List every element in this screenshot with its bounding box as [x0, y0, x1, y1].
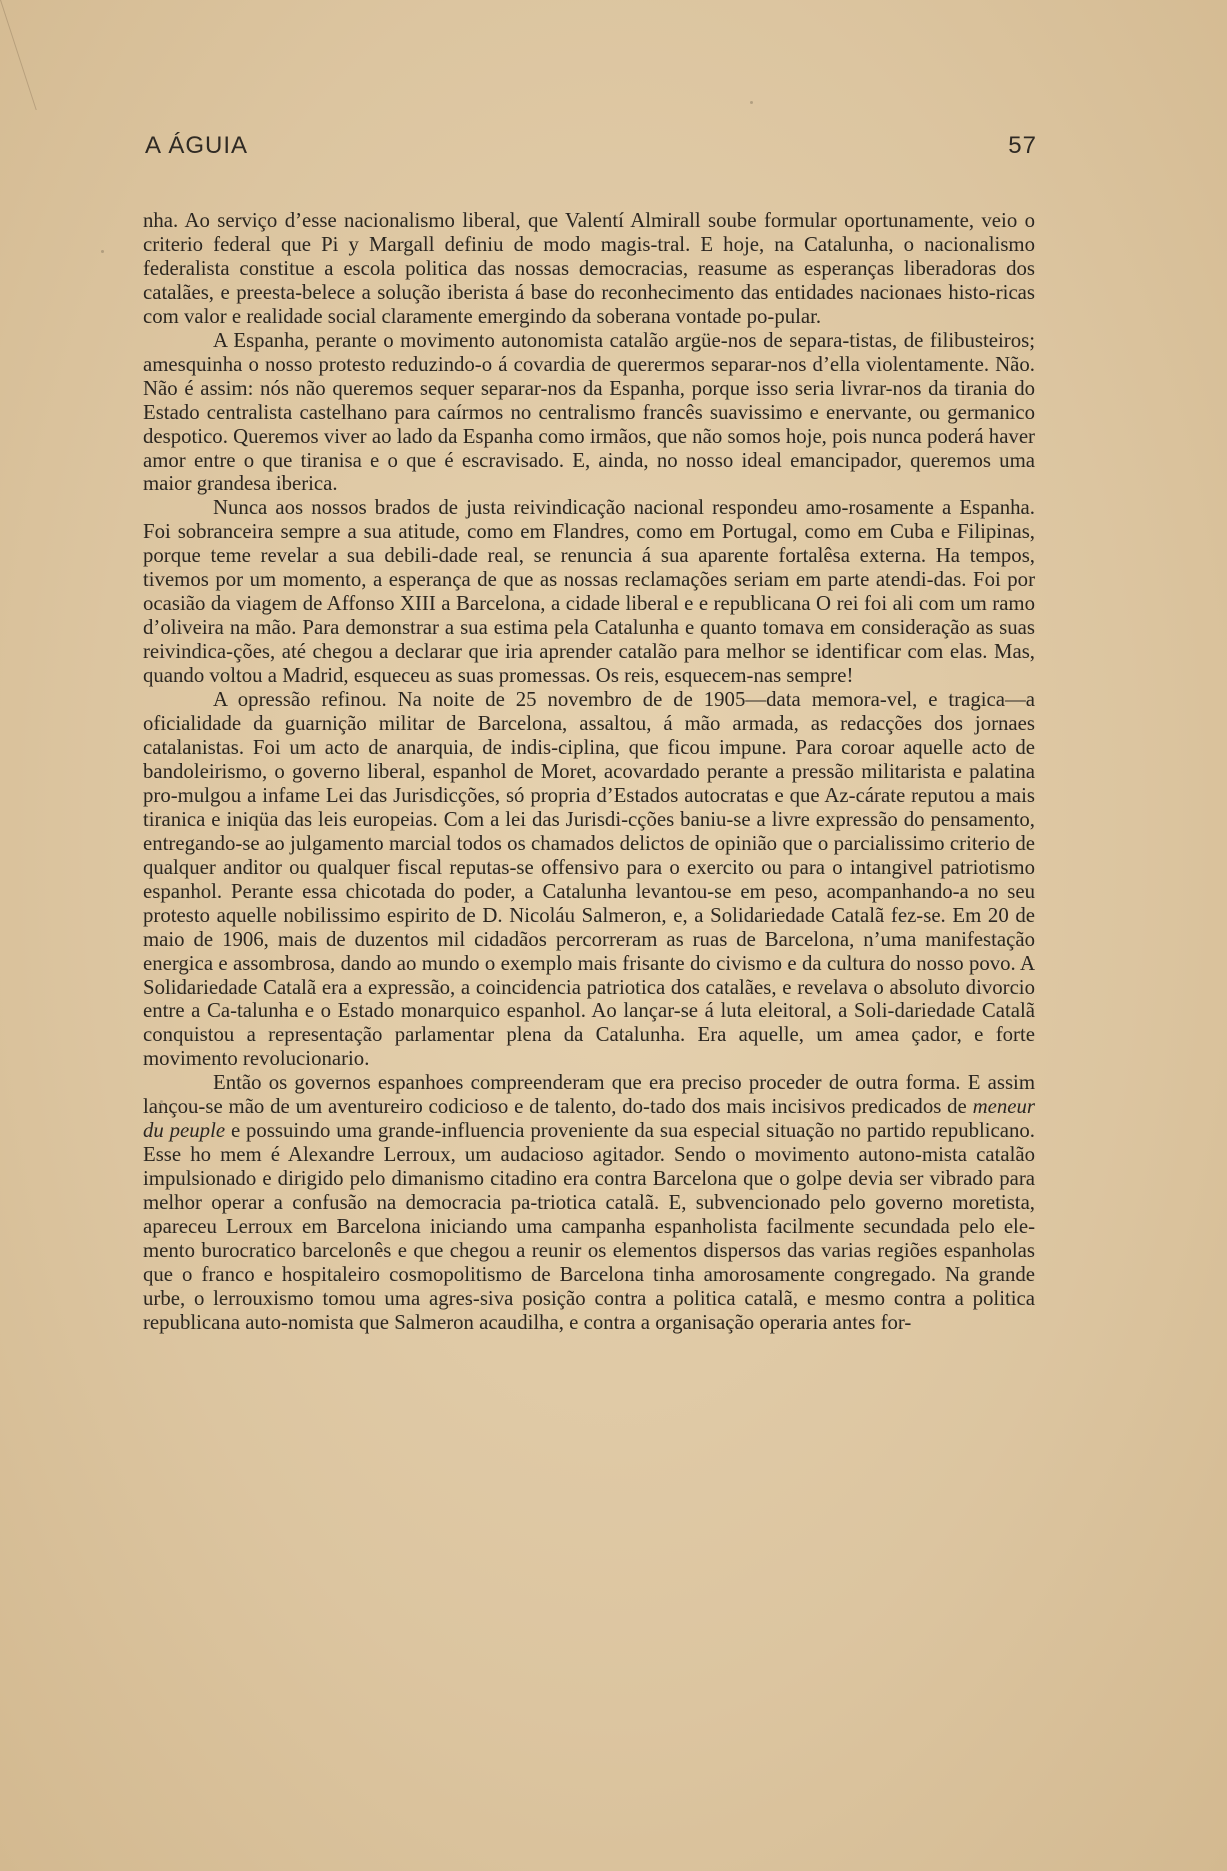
paragraph: nha. Ao serviço d’esse nacionalismo liberal, que Valentí Almirall soube formular oportunamente, veio o criterio federal que Pi y Margall definiu de modo magis-tral. E hoje, na Catalunha, o nacionalismo federalista constitue a escola politica das nossas democracias, reasume as esperanças liberadoras dos catalães, e preesta-belece a solução iberista á base do reconhecimento das entidades nacionaes histo-ricas com valor e realidade social claramente emergindo da soberana vontade po-pular.	[143, 209, 1035, 328]
paper-speck	[750, 101, 753, 104]
page-number: 57	[1008, 132, 1037, 159]
paragraph: Nunca aos nossos brados de justa reivindicação nacional respondeu amo-rosamente a Espanha. Foi sobranceira sempre a sua atitude, como em Flandres, como em Portugal, como em Cuba e Filipinas, porque teme revelar a sua debili-dade real, se renuncia á sua aparente fortalêsa externa. Ha tempos, tivemos por um momento, a esperança de que as nossas reclamações seriam em parte atendi-das. Foi por ocasião da viagem de Affonso XIII a Barcelona, a cidade liberal e e republicana O rei foi ali com um ramo d’oliveira na mão. Para demonstrar a sua estima pela Catalunha e quanto tomava em consideração as suas reivindica-ções, até chegou a declarar que iria aprender catalão para melhor se identificar com elas. Mas, quando voltou a Madrid, esqueceu as suas promessas. Os reis, esquecem-nas sempre!	[143, 496, 1035, 688]
journal-title: A ÁGUIA	[145, 132, 249, 159]
italic-phrase: meneur du peuple	[143, 1095, 1035, 1143]
paragraph-text: e possuindo uma grande-influencia proveniente da sua especial situação no partido republicano. Esse ho mem é Alexandre Lerroux, um audacioso agitador. Sendo o movimento autono-mista catalão impulsionado e dirigido pelo dimanismo citadino era contra Barcelona que o golpe devia ser vibrado para melhor operar a confusão na democracia pa-triotica catalã. E, subvencionado pelo governo moretista, apareceu Lerroux em Barcelona iniciando uma campanha espanholista facilmente secundada pelo ele-mento burocratico barcelonês e que chegou a reunir os elementos dispersos das varias regiões espanholas que o franco e hospitaleiro cosmopolitismo de Barcelona tinha amorosamente congregado. Na grande urbe, o lerrouxismo tomou uma agres-siva posição contra a politica catalã, e mesmo contra a politica republicana auto-nomista que Salmeron acaudilha, e contra a organisação operaria antes for-	[143, 1119, 1035, 1334]
paragraph: A opressão refinou. Na noite de 25 novembro de de 1905—data memora-vel, e tragica—a oficialidade da guarnição militar de Barcelona, assaltou, á mão armada, as redacções dos jornaes catalanistas. Foi um acto de anarquia, de indis-ciplina, que ficou impune. Para coroar aquelle acto de bandoleirismo, o governo liberal, espanhol de Moret, acovardado perante a pressão militarista e palatina pro-mulgou a infame Lei das Jurisdicções, só propria d’Estados autocratas e que Az-cárate reputou a mais tiranica e iniqüa das leis europeias. Com a lei das Jurisdi-cções baniu-se a livre expressão do pensamento, entregando-se ao julgamento marcial todos os chamados delictos de opinião que o parcialissimo criterio de qualquer anditor ou qualquer fiscal reputas-se offensivo para o exercito ou para o intangivel patriotismo espanhol. Perante essa chicotada do poder, a Catalunha levantou-se em peso, acompanhando-a no seu protesto aquelle nobilissimo espirito de D. Nicoláu Salmeron, e, a Solidariedade Catalã fez-se. Em 20 de maio de 1906, mais de duzentos mil cidadãos percorreram as ruas de Barcelona, n’uma manifestação energica e assombrosa, dando ao mundo o exemplo mais frisante do civismo e da cultura do nosso povo. A Solidariedade Catalã era a expressão, a coincidencia patriotica dos catalães, e revelava o absoluto divorcio entre a Ca-talunha e o Estado monarquico espanhol. Ao lançar-se á luta eleitoral, a Soli-dariedade Catalã conquistou a representação parlamentar plena da Catalunha. Era aquelle, um amea çador, e forte movimento revolucionario.	[143, 688, 1035, 1071]
article-body	[143, 209, 1035, 1335]
paragraph-last	[143, 1071, 1035, 1334]
paragraph-text: Então os governos espanhoes compreenderam que era preciso proceder de outra forma. E assim lançou-se mão de um aventureiro codicioso e de talento, do-tado dos mais incisivos predicados de	[143, 1071, 1035, 1119]
running-header	[145, 132, 1037, 164]
paragraph: A Espanha, perante o movimento autonomista catalão argüe-nos de separa-tistas, de filibusteiros; amesquinha o nosso protesto reduzindo-o á covardia de querermos separar-nos d’ella violentamente. Não. Não é assim: nós não queremos sequer separar-nos da Espanha, porque isso seria livrar-nos da tirania do Estado centralista castelhano para caírmos no centralismo francês suavissimo e enervante, ou germanico despotico. Queremos viver ao lado da Espanha como irmãos, que não somos hoje, pois nunca poderá haver amor entre o que tiranisa e o que é escravisado. E, ainda, no nosso ideal emancipador, queremos uma maior grandesa iberica.	[143, 328, 1035, 496]
page-crease-mark	[0, 0, 77, 110]
paper-speck	[101, 250, 104, 253]
